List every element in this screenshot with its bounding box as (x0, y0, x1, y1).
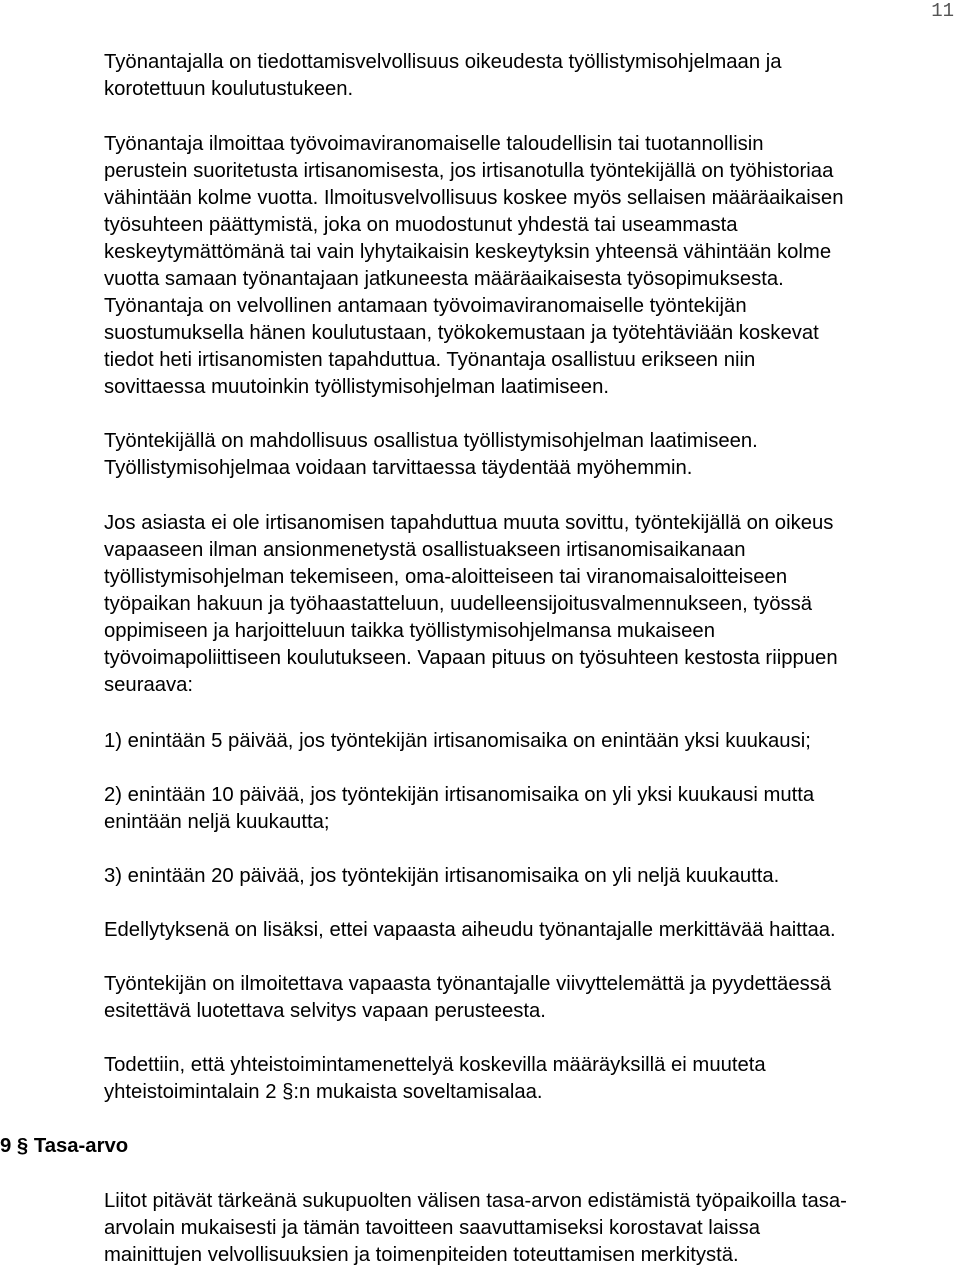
paragraph-equality: Liitot pitävät tärkeänä sukupuolten välisen tasa-arvon edistämistä työpaikoilla tasa- arvolain mukaisesti ja tämän tavoitteen saavuttamiseksi korostavat laissa mainittujen velvollisuuksien ja toimenpiteiden toteuttamisen merkitystä. (104, 1190, 847, 1266)
paragraph-leave-right: Jos asiasta ei ole irtisanomisen tapahduttua muuta sovittu, työntekijällä on oikeus vapaaseen ilman ansionmenetystä osallistuakseen irtisanomisaikanaan työllistymisohjelman tekemiseen, oma-aloitteiseen tai viranomaisaloitteiseen työpaikan hakuun ja työhaastatteluun, uudelleensijoitusvalmennukseen, työssä oppimiseen ja harjoitteluun taikka työllistymisohjelmansa mukaiseen työvoimapoliittiseen koulutukseen. Vapaan pituus on työsuhteen kestosta riippuen seuraava: (104, 512, 838, 696)
page-number: 11 (931, 0, 954, 22)
paragraph-information-obligation: Työnantajalla on tiedottamisvelvollisuus oikeudesta työllistymisohjelmaan ja korotettuun koulutustukeen. (104, 51, 782, 100)
list-item-2: 2) enintään 10 päivää, jos työntekijän irtisanomisaika on yli yksi kuukausi mutta enintään neljä kuukautta; (104, 784, 815, 833)
paragraph-notice-duty: Työntekijän on ilmoitettava vapaasta työnantajalle viivyttelemättä ja pyydettäessä esitettävä luotettava selvitys vapaan perusteesta. (104, 973, 832, 1022)
list-item-3: 3) enintään 20 päivää, jos työntekijän irtisanomisaika on yli neljä kuukautta. (104, 865, 780, 887)
paragraph-condition: Edellytyksenä on lisäksi, ettei vapaasta aiheudu työnantajalle merkittävää haittaa. (104, 919, 836, 941)
list-item-1: 1) enintään 5 päivää, jos työntekijän irtisanomisaika on enintään yksi kuukausi; (104, 730, 811, 752)
paragraph-cooperation-note: Todettiin, että yhteistoimintamenettelyä koskevilla määräyksillä ei muuteta yhteistoimintalain 2 §:n mukaista soveltamisalaa. (104, 1054, 766, 1103)
paragraph-employer-notification: Työnantaja ilmoittaa työvoimaviranomaiselle taloudellisin tai tuotannollisin perustein suoritetusta irtisanomisesta, jos irtisanotulla työntekijällä on työhistoriaa vähintään kolme vuotta. Ilmoitusvelvollisuus koskee myös sellaisen määräaikaisen työsuhteen päättymistä, joka on muodostunut yhdestä tai useammasta keskeytymättömänä tai vain lyhytaikaisin keskeytyksin yhteensä vähintään kolme vuotta samaan työnantajaan jatkuneesta määräaikaisesta työsopimuksesta. Työnantaja on velvollinen antamaan työvoimaviranomaiselle työntekijän suostumuksella hänen koulutustaan, työkokemustaan ja työtehtäviään koskevat tiedot heti irtisanomisten tapahduttua. Työnantaja osallistuu erikseen niin sovittaessa muutoinkin työllistymisohjelman laatimiseen. (104, 133, 844, 398)
section-heading: 9 § Tasa-arvo (0, 1135, 129, 1157)
paragraph-employee-participation: Työntekijällä on mahdollisuus osallistua työllistymisohjelman laatimiseen. Työllistymisohjelmaa voidaan tarvittaessa täydentää myöhemmin. (104, 430, 758, 479)
